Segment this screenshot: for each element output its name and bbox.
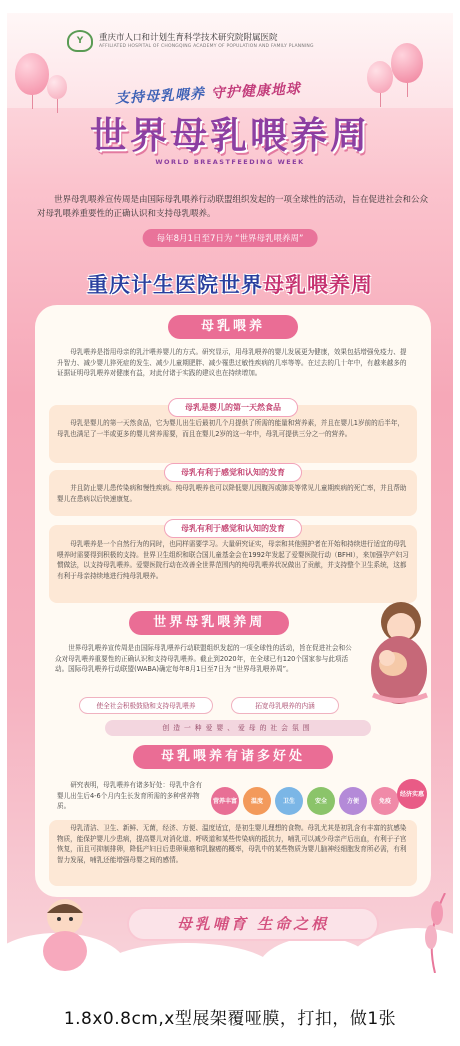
- balloon-decoration: [47, 75, 67, 99]
- cloud-decoration: [97, 943, 277, 973]
- benefit-circle-immunity: 免疫: [371, 787, 399, 815]
- hospital-name-en: AFFILIATED HOSPITAL OF CHONGQING ACADEMY OF POPULATION AND FAMILY PLANNING: [99, 43, 314, 49]
- mother-and-baby-illustration: [365, 600, 431, 706]
- section1-subtitle-2: 母乳有利于感觉和认知的发育: [164, 463, 302, 482]
- society-bar: 创造一种爱婴、爱母的社会氛围: [105, 720, 371, 736]
- hospital-title: [7, 269, 453, 299]
- benefit-circle-temperature: 温度: [243, 787, 271, 815]
- slogan-part-b: 守护健康地球: [210, 81, 302, 102]
- section1-subtitle-1: 母乳是婴儿的第一天然食品: [168, 398, 298, 417]
- meaning-tag: 拓宽母乳喂养的内涵: [231, 697, 339, 714]
- print-spec-caption: 1.8x0.8cm,x型展架覆哑膜，打扣，做1张: [63, 1009, 397, 1029]
- main-title: 世界母乳喂养周: [90, 114, 370, 157]
- benefit-circle-economy: 经济实惠: [397, 779, 427, 809]
- section2-paragraph: 世界母乳喂养宣传周是由国际母乳喂养行动联盟组织发起的一项全球性的活动，旨在促进社会和公众对母乳喂养重要性的正确认识和支持母乳喂养。截止到2020年，在全球已有120个国家参与此项活动。国际母乳喂养行动联盟(WABA)确定每年8月1日至7日为 “世界母乳喂养周”。: [55, 644, 352, 673]
- section1-box-3-text: 母乳喂养是一个自然行为的同时，也同样需要学习。大量研究证实，母亲和其他照护者在开始和持续进行适宜的母乳喂养时需要得到积极的支持。世界卫生组织和联合国儿童基金会在1992年发起了爱婴医院行动（BFHI），来加强孕产妇习惯做法，以支持母乳喂养。爱婴医院行动在改善全世界范围内的纯母乳喂养状况做出了贡献，并支持整个卫生系统，这都有利于母亲持续地进行纯母乳喂养。: [57, 540, 409, 580]
- support-tag: 使全社会积极鼓励和支持母乳喂养: [79, 697, 213, 714]
- section3-intro: 研究表明，母乳喂养有诸多好处：母乳中含有婴儿出生后4-6个月内生长发育所需的多种营养物质。: [57, 781, 203, 810]
- bottom-slogan: 母乳哺育 生命之根: [127, 907, 379, 941]
- intro-text: 世界母乳喂养宣传周是由国际母乳喂养行动联盟组织发起的一项全球性的活动，旨在促进社会和公众对母乳喂养重要性的正确认识和支持母乳喂养。: [37, 195, 429, 219]
- section-title-benefits: 母乳喂养有诸多好处: [133, 745, 333, 769]
- benefit-circle-convenience: 方便: [339, 787, 367, 815]
- logo: [67, 30, 314, 52]
- date-pill: 每年8月1日至7日为 “世界母乳喂养周”: [143, 229, 318, 247]
- benefit-circle-nutrition: 营养丰富: [211, 787, 239, 815]
- section1-subtitle-3: 母乳有利于感觉和认知的发育: [164, 519, 302, 538]
- content-card: [35, 305, 431, 897]
- hospital-title-part-b: 母乳喂养周: [263, 273, 373, 297]
- section-title-breastfeeding: 母乳喂养: [168, 315, 298, 339]
- hospital-name: 重庆市人口和计划生育科学技术研究院附属医院: [99, 32, 278, 43]
- slogan-part-a: 支持母乳喂养: [114, 86, 206, 107]
- main-title-en: WORLD BREASTFEEDING WEEK: [155, 158, 305, 166]
- benefit-circle-hygiene: 卫生: [275, 787, 303, 815]
- balloon-decoration: [15, 53, 49, 95]
- hospital-logo-icon: Y: [67, 30, 93, 52]
- balloon-decoration: [367, 61, 393, 93]
- section1-box-2-text: 并且防止婴儿患传染病和慢性疾病。纯母乳喂养也可以降低婴儿因腹泻或肺炎等常见儿童期疾病的死亡率，并且帮助婴儿在患病以后快速康复。: [57, 484, 407, 503]
- baby-illustration: [29, 893, 101, 971]
- section-title-world-week: 世界母乳喂养周: [129, 611, 289, 635]
- hospital-title-part-a: 重庆计生医院世界: [87, 273, 263, 297]
- section1-paragraph: 母乳喂养是指用母亲的乳汁喂养婴儿的方式。研究显示，用母乳喂养的婴儿发展更为健康，效果包括增强免疫力、提升智力、减少婴儿猝死症的发生、减少儿童期肥胖、减少罹患过敏性疾病的几率等等。在过去的几十年中，有越来越多的证据证明母乳喂养对健康有益，对此付诸于实践的建议也在持续增加。: [57, 348, 407, 377]
- balloon-decoration: [391, 43, 423, 83]
- poster: [7, 13, 453, 973]
- section3-box-text: 母乳清洁、卫生、新鲜、无菌，经济、方便、温度适宜，是初生婴儿理想的食物。母乳尤其是初乳含有丰富的抗感染物质，能保护婴儿少患病，提高婴儿对消化道、呼吸道和某些传染病的抵抗力，哺乳可以减少母亲产后出血，有利于子宫恢复，而且可抑制排卵，降低产妇日后患卵巢癌和乳腺癌的概率，母乳中的某些物质为婴儿脑神经细胞发育所必需，有利智力发展，哺乳还能增强母婴之间的感情。: [57, 824, 407, 864]
- section1-box-1-text: 母乳是婴儿的第一天然食品，它为婴儿出生后最初几个月提供了所需的能量和营养素，并且在婴儿1岁前的后半年，母乳也满足了一半或更多的婴儿营养需要，而且在婴儿2岁的这一年中，母乳可提供三分之一的营养。: [57, 419, 405, 438]
- benefit-circle-safety: 安全: [307, 787, 335, 815]
- leaf-decoration: [415, 893, 453, 973]
